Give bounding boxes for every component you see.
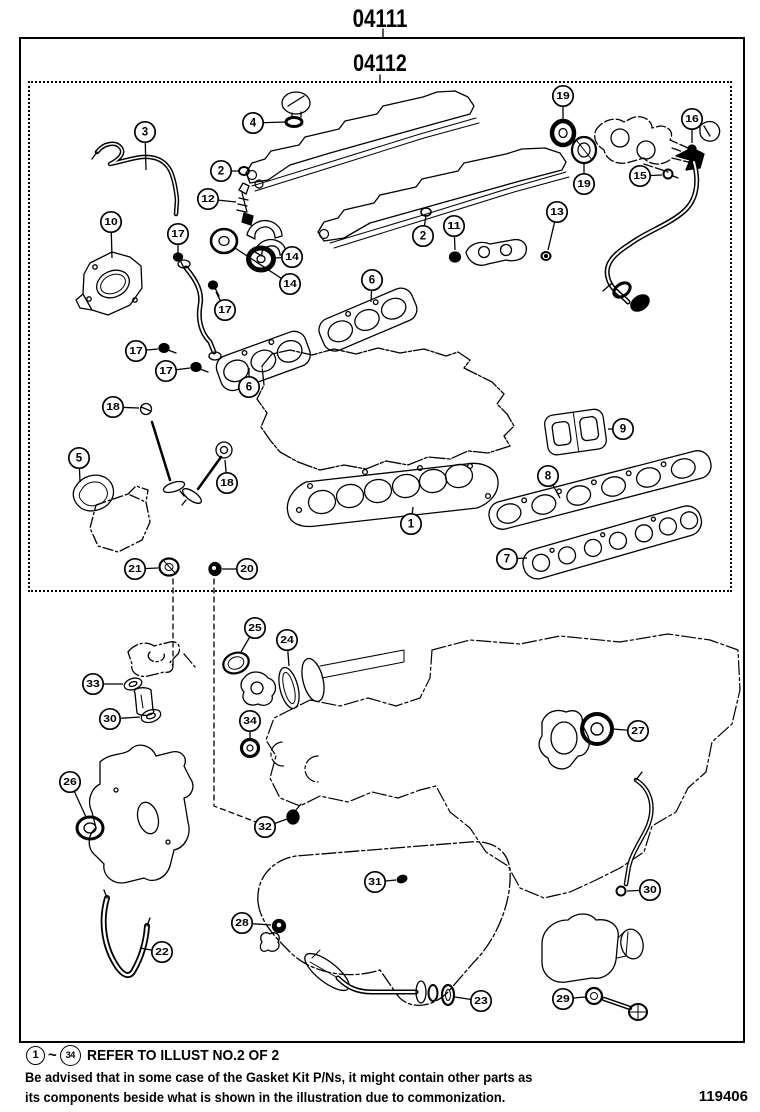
svg-text:27: 27 [631,726,646,737]
grommet-20 [209,563,221,576]
heater-pipe [607,162,697,302]
collar [134,688,153,716]
seal-plate-27 [539,710,589,768]
svg-text:11: 11 [447,221,462,232]
oring-21 [160,559,179,576]
bolt-11 [450,252,461,262]
svg-text:34: 34 [243,716,258,727]
svg-text:18: 18 [106,402,121,413]
svg-text:23: 23 [474,996,489,1007]
flange-gasket-10 [76,252,142,315]
callout-10 [101,212,121,258]
stud-12 [237,183,253,225]
svg-text:2: 2 [419,230,427,243]
gasket-8 [486,448,714,532]
shaft-lines [320,650,404,678]
svg-text:1: 1 [407,518,415,531]
range-start-circled-number: 1 [26,1046,45,1065]
svg-text:26: 26 [63,777,78,788]
svg-text:9: 9 [619,423,627,436]
svg-text:15: 15 [633,171,648,182]
bolt-32 [287,804,301,824]
callout-9 [608,419,633,439]
bolt-29 [604,999,647,1020]
svg-text:19: 19 [556,91,571,102]
seal-19a [552,121,574,145]
cam-seal-14a [211,229,237,253]
callout-18 [217,460,237,493]
callout-2 [211,161,240,181]
dashed-leader-20 [214,579,256,822]
cap-grommet-4 [286,118,302,127]
cylinder-head-sketch [257,348,514,470]
oil-pan-gasket [258,842,510,1006]
svg-text:25: 25 [248,623,263,634]
callout-6 [362,270,382,302]
svg-text:16: 16 [685,114,700,125]
callout-17 [156,361,190,381]
refer-note [26,1045,296,1065]
callout-4 [243,113,285,133]
oring-25 [220,649,251,677]
callout-17 [215,292,235,320]
figure-number: 119406 [698,1088,748,1105]
callout-18 [103,397,139,417]
callout-24 [277,630,297,666]
callout-32 [255,817,287,837]
engine-block-sketch [266,634,740,898]
grommet-28 [273,920,286,933]
cover-gasket-3 [92,144,177,214]
callout-30 [100,709,140,729]
oring-34 [242,740,259,757]
svg-text:30: 30 [643,885,658,896]
callout-11 [444,216,464,250]
title-connector-lines [380,29,383,81]
svg-text:17: 17 [129,346,144,357]
svg-text:31: 31 [368,877,383,888]
callout-21 [125,559,158,579]
bolt-13 [542,252,551,260]
callout-27 [613,721,648,741]
oring-29 [586,988,602,1004]
callout-26 [60,772,86,817]
svg-text:32: 32 [258,822,273,833]
clip-16 [700,122,720,142]
seal-19b [572,137,596,163]
svg-text:5: 5 [75,452,83,465]
callout-1 [401,507,421,534]
dipstick-guide [626,772,651,884]
head-gasket-1 [287,463,498,527]
timing-cover [89,745,193,883]
svg-text:21: 21 [128,564,143,575]
svg-text:13: 13 [550,207,565,218]
callout-33 [83,674,123,694]
disclaimer-line-1: Be advised that in some case of the Gasket Kit P/Ns, it might contain other parts as [25,1070,533,1085]
callout-30 [627,880,660,900]
svg-text:10: 10 [104,217,119,228]
svg-text:14: 14 [283,279,298,290]
svg-text:6: 6 [245,381,253,394]
water-outlet [542,914,646,982]
hose-ring-b [637,141,655,159]
callout-31 [365,872,396,892]
callout-3 [135,122,155,170]
clip-28 [260,933,279,952]
svg-text:12: 12 [201,194,216,205]
sensor-assembly [466,240,526,266]
subkit-number-title: 04112 [353,50,407,77]
valve-1 [152,422,186,496]
washer-30b [140,707,163,725]
svg-text:4: 4 [249,117,257,130]
manifold-gasket-6a [315,284,420,354]
kit-number-title: 04111 [352,5,408,33]
washer-33 [123,676,144,692]
svg-text:7: 7 [503,553,511,566]
bypass-pipe [300,947,426,1003]
disclaimer-line-2: its components beside what is shown in the illustration due to commonization. [25,1090,506,1105]
valve-cover-2 [318,148,569,248]
callout-28 [232,913,271,933]
callout-19 [553,86,573,120]
svg-text:22: 22 [155,947,170,958]
callout-29 [553,989,585,1009]
callout-19 [574,164,594,194]
svg-text:17: 17 [171,229,186,240]
range-end-circled-number: 34 [60,1045,81,1066]
svg-text:33: 33 [86,679,101,690]
valve-cover-1 [239,91,479,191]
callout-13 [547,202,567,250]
refer-text: REFER TO ILLUST NO.2 OF 2 [86,1046,279,1064]
valve-2 [180,457,221,506]
svg-text:20: 20 [240,564,255,575]
svg-text:28: 28 [235,918,250,929]
pipe-joint [603,280,652,315]
svg-text:18: 18 [220,478,235,489]
svg-text:3: 3 [141,126,149,139]
oil-filler-cap [282,92,310,118]
oring-30 [617,887,626,896]
svg-text:6: 6 [368,274,376,287]
side-seal-22 [104,890,150,975]
callout-25 [241,618,265,652]
plug-31 [396,874,408,884]
water-inlet-5 [73,475,150,552]
callout-17 [126,341,158,361]
svg-text:19: 19 [577,179,592,190]
hose-ring-a [611,129,629,147]
callout-6 [239,368,259,397]
callout-34 [240,711,260,739]
valve-keeper-18a [141,404,152,415]
bolt-15 [664,170,679,179]
callout-20 [222,559,257,579]
svg-text:30: 30 [103,714,118,725]
svg-text:2: 2 [217,165,225,178]
callout-16 [682,109,702,143]
gasket-7 [520,503,705,583]
svg-text:24: 24 [280,635,295,646]
callout-17 [168,224,188,253]
callout-8 [538,466,560,498]
svg-text:8: 8 [544,470,552,483]
thermostat-part [241,672,275,705]
svg-text:14: 14 [285,252,300,263]
callout-12 [198,189,236,209]
svg-text:17: 17 [159,366,174,377]
callout-7 [497,549,527,569]
svg-text:17: 17 [218,305,233,316]
gasket-9 [544,408,608,456]
callout-23 [455,991,491,1011]
bracket-lower [128,642,196,677]
callout-2 [413,215,433,246]
range-tilde: ~ [48,1046,57,1064]
oring-23a [429,985,438,1001]
valve-retainer-18b [216,442,232,458]
seal-27 [582,714,612,744]
cover-plates-24 [275,656,328,710]
svg-text:29: 29 [556,994,571,1005]
